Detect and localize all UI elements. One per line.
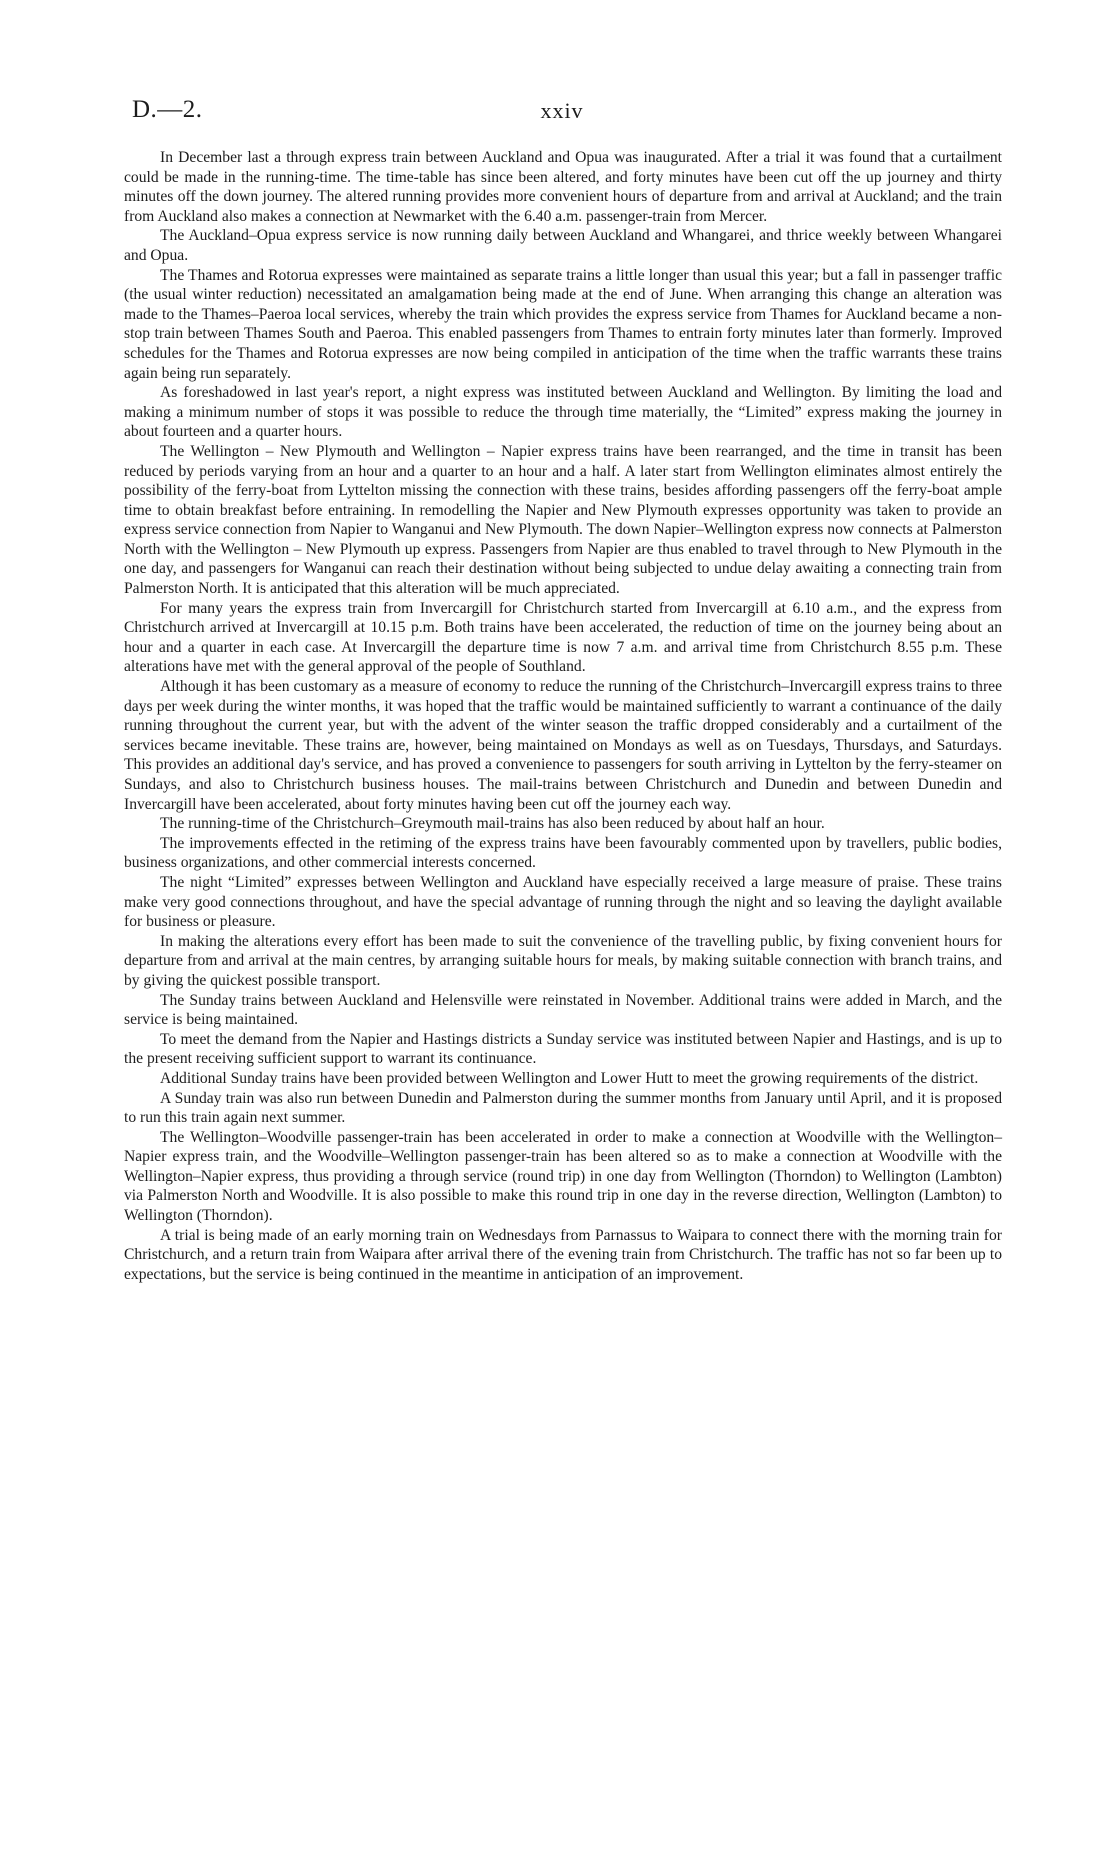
paragraph: In December last a through express train between Auckland and Opua was inaugurated. After a trial it was found that a curtailment could be made in the running-time. The time-table has since been altered, and forty minutes have been cut off the up journey and thirty minutes off the down journey. The altered running provides more convenient hours of departure from and arrival at Auckland; and the train from Auckland also makes a connection at Newmarket with the 6.40 a.m. passenger-train from Mercer.: [124, 149, 1002, 225]
paragraph: A Sunday train was also run between Dunedin and Palmerston during the summer months from January until April, and it is proposed to run this train again next summer.: [124, 1089, 1002, 1127]
paragraph: In making the alterations every effort has been made to suit the convenience of the travelling public, by fixing convenient hours for departure from and arrival at the main centres, by arranging suitable hours for meals, by making suitable connection with branch trains, and by giving the quickest possible transport.: [124, 932, 1002, 989]
paragraph: As foreshadowed in last year's report, a night express was instituted between Auckland and Wellington. By limiting the load and making a minimum number of stops it was possible to reduce the through time materially, the “Limited” express making the journey in about fourteen and a quarter hours.: [124, 384, 1002, 441]
paragraph: The improvements effected in the retiming of the express trains have been favourably commented upon by travellers, public bodies, business organizations, and other commercial interests concerned.: [124, 834, 1002, 872]
paragraph: The Auckland–Opua express service is now running daily between Auckland and Whangarei, and thrice weekly between Whangarei and Opua.: [124, 227, 1002, 264]
paragraph: For many years the express train from Invercargill for Christchurch started from Invercargill at 6.10 a.m., and the express from Christchurch arrived at Invercargill at 10.15 p.m. Both trains have been accelerated, the reduction of time on the journey being about an hour and a quarter in each case. At Invercargill the departure time is now 7 a.m. and arrival time from Christchurch 8.55 p.m. These alterations have met with the general approval of the people of Southland.: [124, 599, 1002, 676]
page-header: [132, 96, 992, 136]
paragraph: Although it has been customary as a measure of economy to reduce the running of the Christchurch–Invercargill express trains to three days per week during the winter months, it was hoped that the traffic would be maintained sufficiently to warrant a continuance of the daily running throughout the current year, but with the advent of the winter season the traffic dropped considerably and a curtailment of the services became inevitable. These trains are, however, being maintained on Mondays as well as on Tuesdays, Thursdays, and Saturdays. This provides an additional day's service, and has proved a convenience to passengers for south arriving in Lyttelton by the ferry-steamer on Sundays, and also to Christchurch business houses. The mail-trains between Christchurch and Dunedin and between Dunedin and Invercargill have been accelerated, about forty minutes having been cut off the journey each way.: [124, 678, 1002, 813]
document-reference: D.—2.: [132, 96, 203, 123]
paragraph: The Wellington–Woodville passenger-train has been accelerated in order to make a connection at Woodville with the Wellington–Napier express train, and the Woodville–Wellington passenger-train has been altered so as to make a connection at Woodville with the Wellington–Napier express, thus providing a through service (round trip) in one day from Wellington (Thorndon) to Wellington (Lambton) via Palmerston North and Woodville. It is also possible to make this round trip in one day in the reverse direction, Wellington (Lambton) to Wellington (Thorndon).: [124, 1128, 1002, 1225]
paragraph: Additional Sunday trains have been provided between Wellington and Lower Hutt to meet the growing requirements of the district.: [160, 1069, 979, 1087]
paragraph: A trial is being made of an early morning train on Wednesdays from Parnassus to Waipara to connect there with the morning train for Christchurch, and a return train from Waipara after arrival there of the evening train from Christchurch. The traffic has not so far been up to expectations, but the service is being continued in the meantime in anticipation of an improvement.: [124, 1226, 1002, 1283]
page-number: xxiv: [540, 98, 584, 123]
paragraph: To meet the demand from the Napier and Hastings districts a Sunday service was instituted between Napier and Hastings, and is up to the present receiving sufficient support to warrant its continuance.: [124, 1030, 1002, 1068]
body-text: [124, 148, 1002, 1284]
paragraph: The Wellington – New Plymouth and Wellington – Napier express trains have been rearranged, and the time in transit has been reduced by periods varying from an hour and a quarter to an hour and a half. A later start from Wellington eliminates almost entirely the possibility of the ferry-boat from Lyttelton missing the connection with these trains, besides affording passengers off the ferry-boat ample time to obtain breakfast before entraining. In remodelling the Napier and New Plymouth expresses opportunity was taken to provide an express service connection from Napier to Wanganui and New Plymouth. The down Napier–Wellington express now connects at Palmerston North with the Wellington – New Plymouth up express. Passengers from Napier are thus enabled to travel through to New Plymouth in the one day, and passengers for Wanganui can reach their destination without being subjected to undue delay awaiting a connecting train from Palmerston North. It is anticipated that this alteration will be much appreciated.: [124, 442, 1002, 598]
paragraph: The night “Limited” expresses between Wellington and Auckland have especially received a large measure of praise. These trains make very good connections throughout, and have the special advantage of running through the night and so leaving the daylight available for business or pleasure.: [124, 873, 1002, 931]
paragraph: The running-time of the Christchurch–Greymouth mail-trains has also been reduced by about half an hour.: [160, 815, 825, 833]
paragraph: The Sunday trains between Auckland and Helensville were reinstated in November. Additional trains were added in March, and the service is being maintained.: [124, 991, 1002, 1029]
paragraph: The Thames and Rotorua expresses were maintained as separate trains a little longer than usual this year; but a fall in passenger traffic (the usual winter reduction) necessitated an amalgamation being made at the end of June. When arranging this change an alteration was made to the Thames–Paeroa local services, whereby the train which provides the express service from Thames for Auckland became a non-stop train between Thames South and Paeroa. This enabled passengers from Thames to entrain forty minutes later than formerly. Improved schedules for the Thames and Rotorua expresses are now being compiled in anticipation of the time when the traffic warrants these trains again being run separately.: [124, 266, 1002, 382]
